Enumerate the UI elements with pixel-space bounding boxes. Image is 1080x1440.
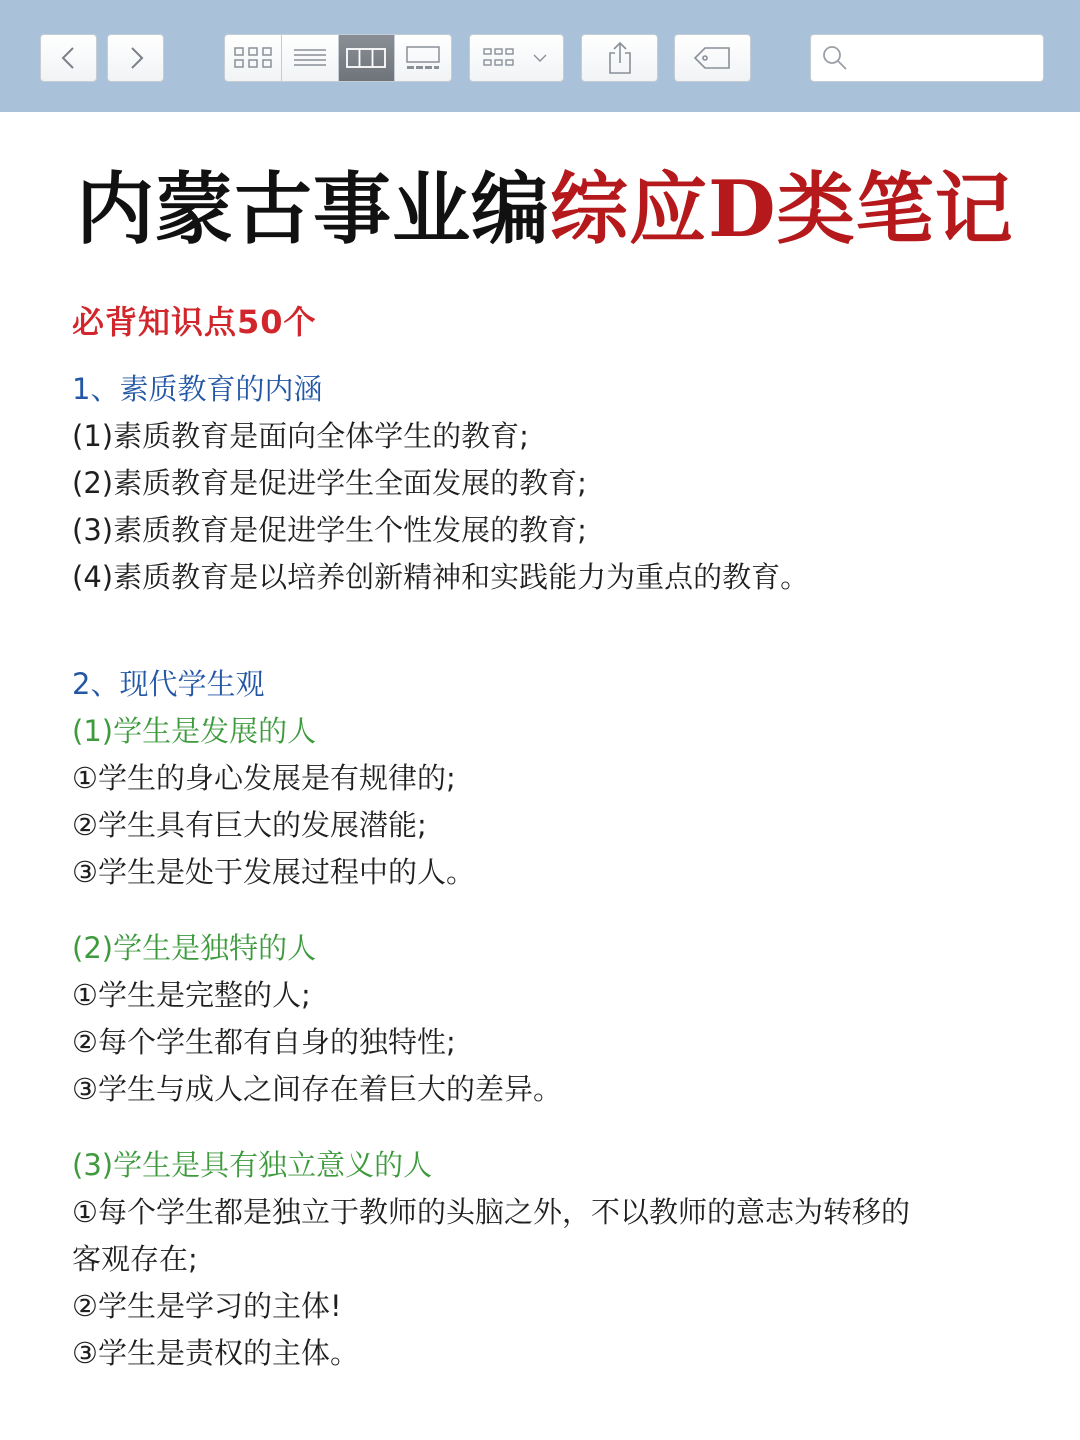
tag-button[interactable] (674, 34, 751, 82)
gallery-view-button[interactable] (395, 35, 451, 81)
group-by-dropdown[interactable] (469, 34, 564, 82)
share-icon (605, 41, 635, 75)
list-view-icon (293, 47, 327, 69)
list-item: 客观存在; (72, 1242, 198, 1276)
column-view-button[interactable] (339, 35, 396, 81)
search-input[interactable] (855, 42, 1029, 74)
list-item: ①学生的身心发展是有规律的; (72, 761, 456, 795)
list-item: (2)素质教育是促进学生全面发展的教育; (72, 466, 587, 500)
finder-toolbar (0, 0, 1080, 112)
list-item: ③学生是处于发展过程中的人。 (72, 855, 475, 889)
search-icon (821, 44, 849, 72)
list-item: (1)素质教育是面向全体学生的教育; (72, 419, 529, 453)
chevron-right-icon (126, 46, 146, 70)
grid-dropdown-icon (482, 46, 552, 70)
view-mode-switcher (224, 34, 452, 82)
subtitle: 必背知识点50个 (72, 303, 317, 341)
list-view-button[interactable] (282, 35, 339, 81)
search-field[interactable] (810, 34, 1044, 82)
column-view-icon (346, 47, 386, 69)
spacer (72, 896, 1032, 925)
subsection-heading: (3)学生是具有独立意义的人 (72, 1148, 433, 1182)
grid-view-icon (233, 46, 273, 70)
list-item: ②学生是学习的主体! (72, 1289, 342, 1323)
list-item: ①每个学生都是独立于教师的头脑之外，不以教师的意志为转移的 (72, 1195, 910, 1229)
section-heading: 2、现代学生观 (72, 667, 265, 701)
list-item: ③学生与成人之间存在着巨大的差异。 (72, 1072, 562, 1106)
title-part-black: 内蒙古事业编 (76, 164, 551, 255)
back-button[interactable] (40, 34, 97, 82)
tag-icon (693, 46, 733, 70)
subsection-heading: (2)学生是独特的人 (72, 931, 317, 965)
list-item: ②每个学生都有自身的独特性; (72, 1025, 456, 1059)
note-document (72, 150, 1032, 1377)
list-item: (3)素质教育是促进学生个性发展的教育; (72, 513, 587, 547)
list-item: ②学生具有巨大的发展潜能; (72, 808, 427, 842)
list-item: ③学生是责权的主体。 (72, 1336, 359, 1370)
share-button[interactable] (581, 34, 658, 82)
chevron-left-icon (59, 46, 79, 70)
title-part-red: 综应D类笔记 (550, 164, 1014, 255)
icon-view-button[interactable] (225, 35, 282, 81)
page-title (76, 150, 1032, 270)
subsection-heading: (1)学生是发展的人 (72, 714, 317, 748)
spacer (72, 1113, 1032, 1142)
section-heading: 1、素质教育的内涵 (72, 372, 323, 406)
spacer (72, 601, 1032, 655)
list-item: ①学生是完整的人; (72, 978, 311, 1012)
forward-button[interactable] (107, 34, 164, 82)
gallery-view-icon (404, 45, 442, 71)
list-item: (4)素质教育是以培养创新精神和实践能力为重点的教育。 (72, 560, 810, 594)
